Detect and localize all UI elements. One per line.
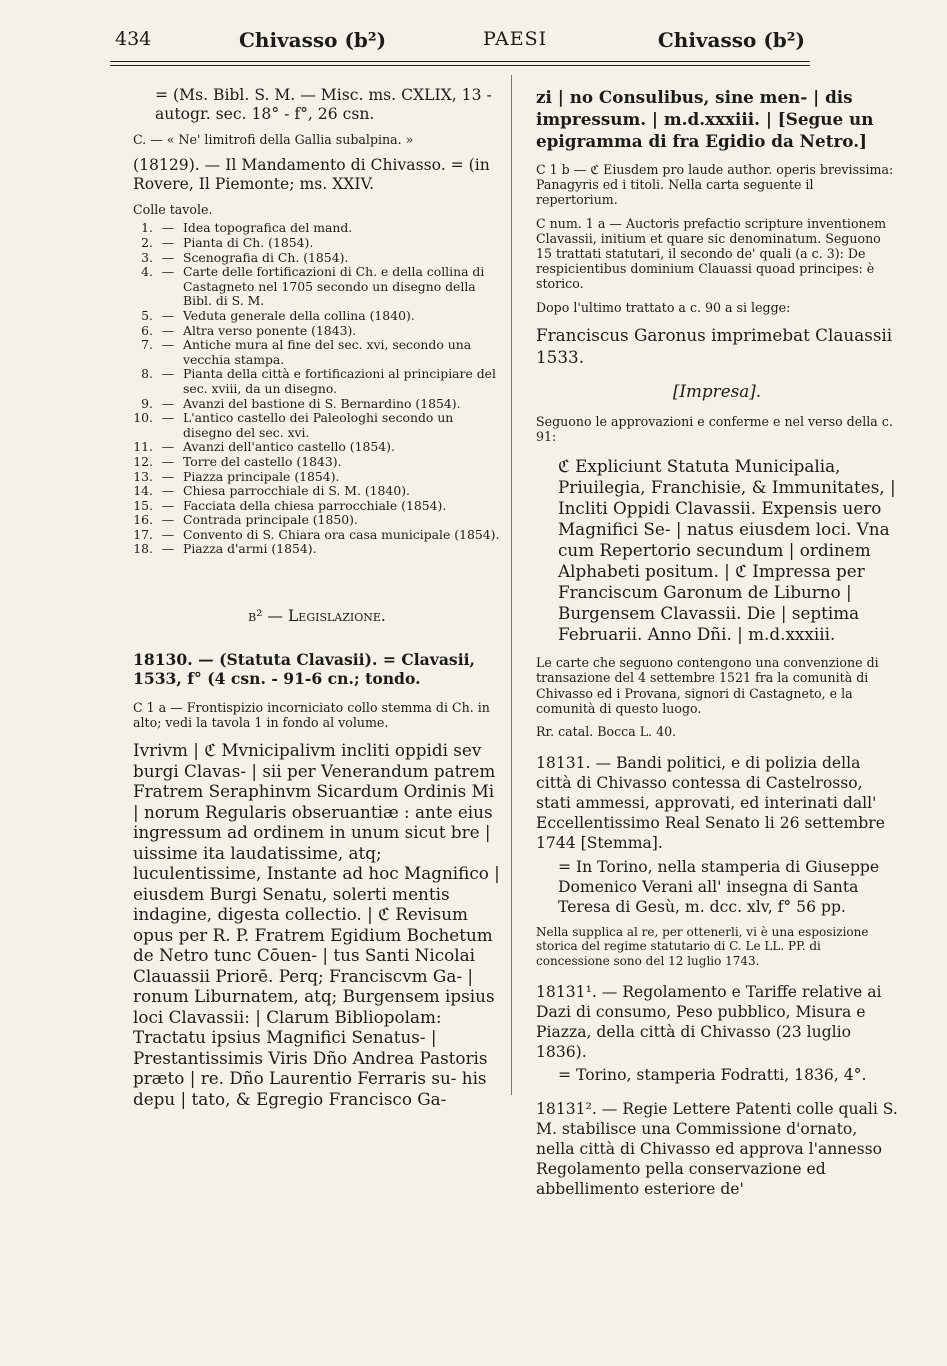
tavola-number: 7.	[141, 337, 153, 353]
tavola-text: L'antico castello dei Paleologhi secondo un disegno del sec. xvi.	[183, 410, 454, 440]
tavola-number: 16.	[133, 512, 153, 528]
latin-text-continued: zi | no Consulibus, sine men- | dis impressum. | m.d.xxxiii. | [Segue un epigramma di fra Egidio da Netro.]	[536, 87, 874, 151]
catalog-price: Rr. catal. Bocca L. 40.	[536, 724, 677, 740]
tavola-number: 4.	[141, 264, 153, 280]
tavola-number: 12.	[133, 453, 153, 469]
tavola-dash: —	[161, 395, 175, 411]
tavola-number: 9.	[141, 395, 153, 411]
tavola-dash: —	[161, 468, 175, 484]
tavole-list	[133, 221, 501, 557]
tavola-dash: —	[161, 249, 175, 265]
header-rule-thick	[110, 65, 810, 66]
ms-note: C. — « Ne' limitrofi della Gallia subalpina. »	[133, 132, 414, 147]
tavola-item	[133, 251, 501, 266]
expliciunt-text: ℭ Expliciunt Statuta Municipalia, Priuilegia, Franchisie, & Immunitates, | Incliti Oppidi Clavassii. Expensis uero Magnifici Se- | natus eiusdem loci. Vna cum Repertorio secundum | ordinem Alphabeti positum. | ℭ Impressa per Franciscum Garonum de Liburno | Burgensem Clavassii. Die | septima Februarii. Anno Dñi. | m.d.xxxiii.	[558, 456, 896, 645]
tavola-dash: —	[161, 220, 175, 236]
tavola-text: Altra verso ponente (1843).	[183, 322, 357, 338]
tavola-number: 14.	[133, 483, 153, 499]
section-heading-legislazione: b² — Legislazione.	[248, 607, 386, 626]
frontispizio-note: C 1 a — Frontispizio incorniciato collo stemma di Ch. in alto; vedi la tavola 1 in fondo al volume.	[133, 700, 490, 731]
tavola-dash: —	[161, 366, 175, 382]
tavola-item	[133, 338, 501, 367]
tavola-text: Pianta di Ch. (1854).	[183, 235, 314, 250]
tavola-number: 17.	[133, 526, 153, 542]
tavola-dash: —	[161, 453, 175, 469]
tavola-number: 8.	[141, 366, 153, 382]
tavola-number: 15.	[133, 497, 153, 513]
tavola-text: Chiesa parrocchiale di S. M. (1840).	[183, 483, 410, 499]
tavola-item	[133, 499, 501, 514]
tavola-number: 5.	[141, 307, 153, 323]
tavola-text: Piazza d'armi (1854).	[183, 541, 317, 557]
header-right-title: Chivasso (b²)	[657, 28, 805, 52]
entry-18131-imprint: = In Torino, nella stamperia di Giuseppe Domenico Verani all' insegna di Santa Teresa di Gesù, m. dcc. xlv, f° 56 pp.	[558, 858, 880, 917]
tavola-item	[133, 236, 501, 251]
impresa-mark: [Impresa].	[672, 380, 762, 401]
tavola-item	[133, 411, 501, 440]
tavola-dash: —	[161, 307, 175, 323]
tavola-number: 3.	[141, 249, 153, 265]
tavola-number: 13.	[133, 468, 153, 484]
entry-18129: (18129). — Il Mandamento di Chivasso. = (in Rovere, Il Piemonte; ms. XXIV.	[133, 156, 490, 194]
tavola-item	[133, 367, 501, 396]
running-header	[115, 28, 805, 58]
tavola-text: Facciata della chiesa parrocchiale (1854).	[183, 497, 447, 513]
tavola-item	[133, 265, 501, 309]
tavola-text: Avanzi dell'antico castello (1854).	[183, 439, 395, 455]
tavola-dash: —	[161, 322, 175, 338]
c1b-note: C 1 b — ℭ Eiusdem pro laude author. operis brevissima: Panagyris ed i titoli. Nella carta seguente il repertorium.	[536, 162, 894, 208]
tavola-number: 1.	[141, 220, 153, 236]
header-left-title: Chivasso (b²)	[239, 28, 387, 52]
seguono-note: Seguono le approvazioni e conferme e nel verso della c. 91:	[536, 413, 893, 445]
cnum-note: C num. 1 a — Auctoris prefactio scripture inventionem Clavassii, initium et quare sic denominatum. Seguono 15 trattati statutari, il secondo de' quali (a c. 3): De respicientibus dominium Clauassi quoad principes: è storico.	[536, 215, 887, 292]
tavola-dash: —	[161, 235, 175, 250]
dopo-note: Dopo l'ultimo trattato a c. 90 a si legge:	[536, 299, 791, 315]
tavola-item	[133, 470, 501, 485]
tavola-item	[133, 528, 501, 543]
tavola-item	[133, 324, 501, 339]
entry-18131: 18131. — Bandi politici, e di polizia della città di Chivasso contessa di Castelrosso, stati ammessi, approvati, ed interinati dall' Eccellentissimo Real Senato li 26 settembre 1744 [Stemma].	[536, 754, 885, 853]
tavola-number: 6.	[141, 322, 153, 338]
tavola-text: Contrada principale (1850).	[183, 512, 358, 528]
colle-tavole-label: Colle tavole.	[133, 202, 213, 218]
tavola-dash: —	[161, 264, 175, 280]
tavola-dash: —	[161, 439, 175, 455]
tavola-text: Pianta della città e fortificazioni al principiare del sec. xviii, da un disegno.	[183, 366, 496, 396]
tavola-dash: —	[161, 512, 175, 528]
tavola-item	[133, 221, 501, 236]
tavola-item	[133, 513, 501, 528]
tavola-dash: —	[161, 526, 175, 542]
header-center-title: PAESI	[483, 28, 548, 50]
tavola-number: 11.	[133, 439, 153, 455]
tavola-dash: —	[161, 337, 175, 353]
ms-reference: = (Ms. Bibl. S. M. — Misc. ms. CXLIX, 13 - autogr. sec. 18° - f°, 26 csn.	[155, 86, 492, 123]
carte-note: Le carte che seguono contengono una convenzione di transazione del 4 settembre 1521 fra la comunità di Chivasso ed i Provana, signori di Castagneto, e la comunità di questo luogo.	[536, 655, 879, 716]
tavola-item	[133, 484, 501, 499]
tavola-text: Veduta generale della collina (1840).	[183, 307, 415, 323]
tavola-dash: —	[161, 497, 175, 513]
tavola-number: 2.	[141, 235, 153, 250]
column-divider	[511, 75, 512, 1095]
garonus-colophon: Franciscus Garonus imprimebat Clauassii 1533.	[536, 324, 893, 367]
tavola-dash: —	[161, 483, 175, 499]
tavola-text: Avanzi del bastione di S. Bernardino (1854).	[183, 395, 461, 411]
left-column	[133, 86, 501, 1109]
entry-18131-2: 18131². — Regie Lettere Patenti colle quali S. M. stabilisce una Commissione d'ornato, nella città di Chivasso ed approva l'annesso Regolamento pella conservazione ed abbellimento esteriore de'	[536, 1099, 898, 1198]
tavola-dash: —	[161, 410, 175, 426]
tavola-text: Idea topografica del mand.	[183, 220, 353, 236]
supplica-note: Nella supplica al re, per ottenerli, vi è una esposizione storica del regime statutario di C. Le LL. PP. di concessione sono del 12 luglio 1743.	[536, 925, 869, 968]
tavola-text: Torre del castello (1843).	[183, 453, 342, 469]
tavola-text: Antiche mura al fine del sec. xvi, secondo una vecchia stampa.	[183, 337, 472, 367]
tavola-dash: —	[161, 541, 175, 557]
entry-18131-1-imprint: = Torino, stamperia Fodratti, 1836, 4°.	[558, 1065, 867, 1084]
tavola-item	[133, 397, 501, 412]
tavola-text: Scenografia di Ch. (1854).	[183, 249, 349, 265]
tavola-item	[133, 440, 501, 455]
tavola-number: 10.	[133, 410, 153, 426]
entry-18131-1: 18131¹. — Regolamento e Tariffe relative ai Dazi di consumo, Peso pubblico, Misura e Piazza, della città di Chivasso (23 luglio 1836).	[536, 982, 882, 1061]
latin-title-text: Ivrivm | ℭ Mvnicipalivm incliti oppidi sev burgi Clavas- | sii per Venerandum patrem Fratrem Seraphinvm Sicardum Ordinis Mi | norum Regularis obseruantiæ : ante eius ingressum ad ordinem in unum sicut bre | uissime ita laudatissime, atq; luculentissime, Instante ad hoc Magnifico | eiusdem Burgi Senatu, solerti mentis indagine, digesta collectio. | ℭ Revisum opus per R. P. Fratrem Egidium Bochetum de Netro tunc Cōuen- | tus Santi Nicolai Clauassii Priorē. Perq; Franciscvm Ga- | ronum Liburnatem, atq; Burgensem ipsius loci Clavassii: | Clarum Bibliopolam: Tractatu ipsius Magnifici Senatus- | Prestantissimis Viris Dño Andrea Pastoris præto | re. Dño Laurentio Ferraris su- his depu | tato, & Egregio Francisco Ga-	[133, 740, 500, 1109]
tavola-item	[133, 309, 501, 324]
tavola-number: 18.	[133, 541, 153, 557]
tavola-text: Piazza principale (1854).	[183, 468, 340, 484]
entry-18130: 18130. — (Statuta Clavasii). = Clavasii, 1533, f° (4 csn. - 91-6 cn.; tondo.	[133, 650, 475, 689]
page-number: 434	[115, 28, 152, 50]
right-column	[536, 86, 898, 1199]
tavola-text: Convento di S. Chiara ora casa municipale (1854).	[183, 526, 500, 542]
tavola-item	[133, 455, 501, 470]
tavola-text: Carte delle fortificazioni di Ch. e della collina di Castagneto nel 1705 secondo un disegno della Bibl. di S. M.	[183, 264, 485, 309]
tavola-item	[133, 542, 501, 557]
header-rule-thin	[110, 61, 810, 62]
